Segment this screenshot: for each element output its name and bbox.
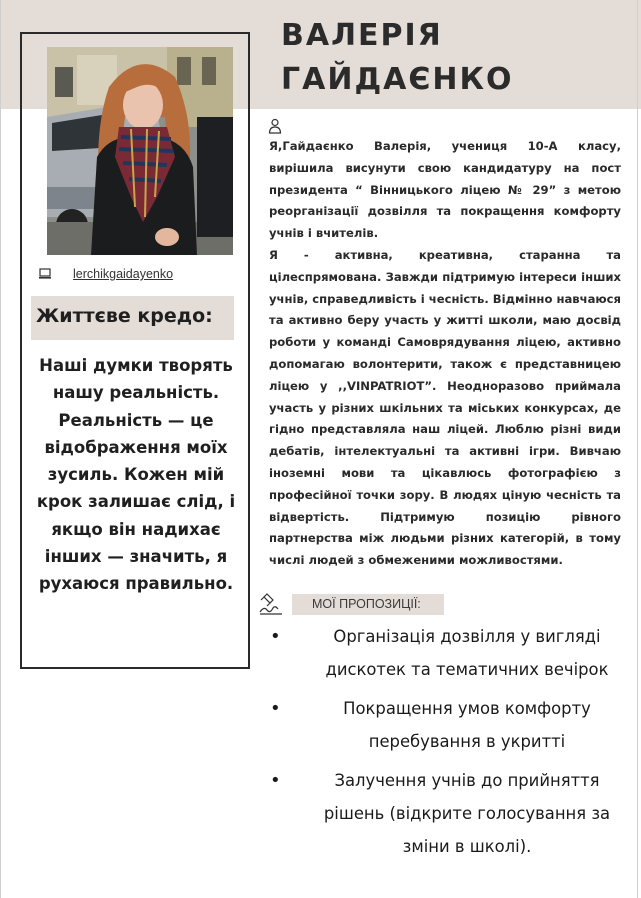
candidate-name <box>281 14 621 102</box>
name-line-1: ВАЛЕРІЯ <box>281 18 443 53</box>
proposals-title: МОЇ ПРОПОЗИЦІЇ: <box>312 597 421 611</box>
photo-illustration <box>47 47 233 255</box>
bullet-icon: • <box>270 770 281 791</box>
bio-paragraph-1: Я,Гайдаєнко Валерія, учениця 10-А класу, вирішила висунути свою кандидатуру на пост президента “ Вінницького ліцею № 29” з метою реорганізації дозвілля та покращення комфорту учнів і вчителів. <box>269 139 621 241</box>
credo-title: Життєве кредо: <box>36 305 213 327</box>
proposal-text: Організація дозвілля у вигляді дискотек та тематичних вечірок <box>325 627 609 679</box>
bullet-icon: • <box>270 698 281 719</box>
document-signature-icon <box>258 592 284 616</box>
proposals-heading-box <box>292 594 444 615</box>
laptop-icon <box>38 267 52 281</box>
page-edge-right <box>637 0 638 898</box>
proposal-item <box>262 692 632 758</box>
candidate-photo <box>47 47 233 255</box>
proposals-list <box>262 620 632 869</box>
instagram-handle[interactable]: lerchikgaidayenko <box>73 267 174 281</box>
person-icon <box>268 118 282 134</box>
proposal-item <box>262 620 632 686</box>
page-edge-left <box>0 0 1 898</box>
proposal-text: Покращення умов комфорту перебування в укритті <box>343 699 591 751</box>
name-line-2: ГАЙДАЄНКО <box>281 62 514 97</box>
credo-heading-box <box>31 296 234 340</box>
bullet-icon: • <box>270 626 281 647</box>
proposal-item <box>262 764 632 863</box>
bio-text <box>269 136 621 572</box>
credo-text: Наші думки творять нашу реальність. Реальність — це відображення моїх зусиль. Кожен мій крок залишає слід, і якщо він надихає інших — значить, я рухаюся правильно. <box>36 356 236 594</box>
bio-paragraph-2: Я - активна, креативна, старанна та цілеспрямована. Завжди підтримую інтереси інших учнів, справедливість і чесність. Відмінно навчаюся та активно беру участь у житті школи, маю досвід роботи у команді Самоврядування ліцею, активно допомагаю волонтерити, також є представницею ліцею у ,,VINPATRIOT”. Неодноразово приймала участь у різних шкільних та міських конкурсах, де гідно представляла наш ліцей. Люблю різні види дебатів, інтелектуальні та активні ігри. Вивчаю іноземні мови та цікавлюсь фотографією з професійної точки зору. В людях ціную чесність та відвертість. Підтримую позицію рівного партнерства між людьми різних категорій, в тому числі людей з обмеженими можливостями. <box>269 247 621 568</box>
proposal-text: Залучення учнів до прийняття рішень (відкрите голосування за зміни в школі). <box>323 771 611 856</box>
